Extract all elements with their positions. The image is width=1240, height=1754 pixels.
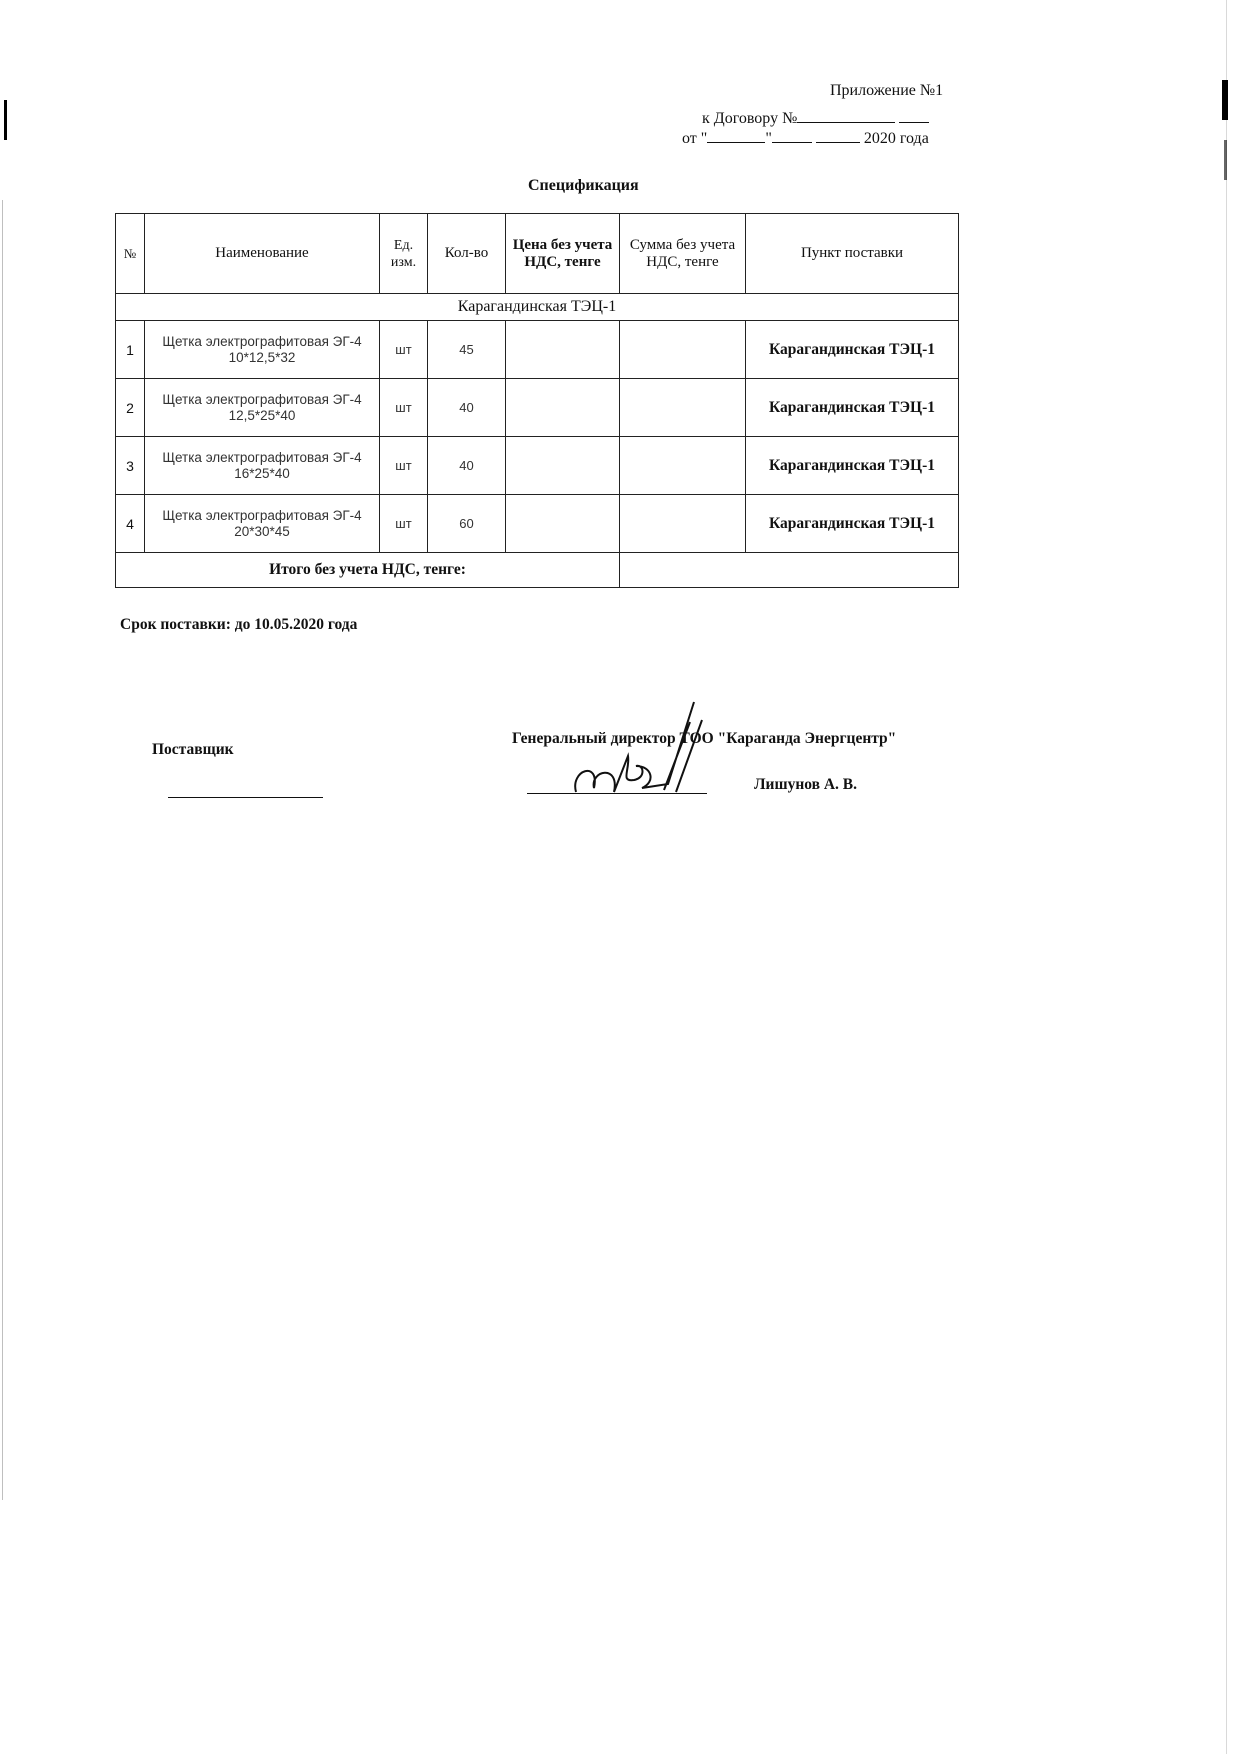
- cell-num: 2: [116, 379, 145, 437]
- table-header-row: [116, 214, 959, 294]
- contract-prefix: к Договору №: [702, 110, 798, 127]
- total-row: [116, 553, 959, 588]
- date-line: [682, 128, 929, 148]
- cell-sum: [620, 437, 746, 495]
- specification-table: [115, 213, 959, 588]
- cell-price: [506, 321, 620, 379]
- cell-num: 1: [116, 321, 145, 379]
- cell-name: Щетка электрографитовая ЭГ-4 10*12,5*32: [145, 321, 380, 379]
- total-label: Итого без учета НДС, тенге:: [116, 553, 620, 588]
- delivery-term: Срок поставки: до 10.05.2020 года: [120, 616, 358, 633]
- director-label: Генеральный директор ТОО "Караганда Энергцентр": [512, 730, 897, 747]
- cell-sum: [620, 321, 746, 379]
- cell-sum: [620, 495, 746, 553]
- cell-name: Щетка электрографитовая ЭГ-4 16*25*40: [145, 437, 380, 495]
- column-header-price: Цена без учета НДС, тенге: [506, 214, 620, 294]
- document-title: Спецификация: [528, 177, 639, 194]
- cell-price: [506, 495, 620, 553]
- date-quote: ": [765, 130, 772, 147]
- cell-qty: 60: [428, 495, 506, 553]
- day-blank: [707, 128, 765, 143]
- contract-line: [702, 108, 929, 128]
- date-prefix: от ": [682, 130, 708, 147]
- month-blank: [772, 128, 812, 143]
- cell-price: [506, 379, 620, 437]
- cell-point: Карагандинская ТЭЦ-1: [746, 437, 959, 495]
- appendix-label: Приложение №1: [830, 82, 944, 99]
- year-blank: [816, 128, 860, 143]
- table-row: [116, 321, 959, 379]
- column-header-name: Наименование: [145, 214, 380, 294]
- scan-artifact: [2, 200, 3, 1500]
- cell-unit: шт: [380, 321, 428, 379]
- scan-artifact: [1226, 0, 1227, 1754]
- date-suffix: 2020 года: [863, 130, 929, 147]
- cell-price: [506, 437, 620, 495]
- section-title: Карагандинская ТЭЦ-1: [116, 294, 959, 321]
- supplier-label: Поставщик: [152, 741, 234, 758]
- column-header-qty: Кол-во: [428, 214, 506, 294]
- cell-point: Карагандинская ТЭЦ-1: [746, 379, 959, 437]
- cell-unit: шт: [380, 437, 428, 495]
- table-row: [116, 495, 959, 553]
- supplier-signature-line: [168, 797, 323, 798]
- cell-name: Щетка электрографитовая ЭГ-4 12,5*25*40: [145, 379, 380, 437]
- cell-point: Карагандинская ТЭЦ-1: [746, 495, 959, 553]
- column-header-sum: Сумма без учета НДС, тенге: [620, 214, 746, 294]
- column-header-point: Пункт поставки: [746, 214, 959, 294]
- total-value: [620, 553, 959, 588]
- column-header-num: №: [116, 214, 145, 294]
- contract-number-blank: [899, 108, 929, 123]
- cell-qty: 45: [428, 321, 506, 379]
- director-name: Лишунов А. В.: [754, 776, 858, 793]
- table-row: [116, 379, 959, 437]
- cell-num: 4: [116, 495, 145, 553]
- cell-point: Карагандинская ТЭЦ-1: [746, 321, 959, 379]
- scan-artifact: [4, 100, 7, 140]
- section-row: [116, 294, 959, 321]
- column-header-unit: Ед. изм.: [380, 214, 428, 294]
- cell-unit: шт: [380, 379, 428, 437]
- cell-qty: 40: [428, 379, 506, 437]
- handwritten-signature: [560, 700, 710, 800]
- contract-number-blank: [797, 108, 895, 123]
- scan-artifact: [1222, 80, 1228, 120]
- cell-name: Щетка электрографитовая ЭГ-4 20*30*45: [145, 495, 380, 553]
- cell-sum: [620, 379, 746, 437]
- table-row: [116, 437, 959, 495]
- cell-unit: шт: [380, 495, 428, 553]
- cell-qty: 40: [428, 437, 506, 495]
- cell-num: 3: [116, 437, 145, 495]
